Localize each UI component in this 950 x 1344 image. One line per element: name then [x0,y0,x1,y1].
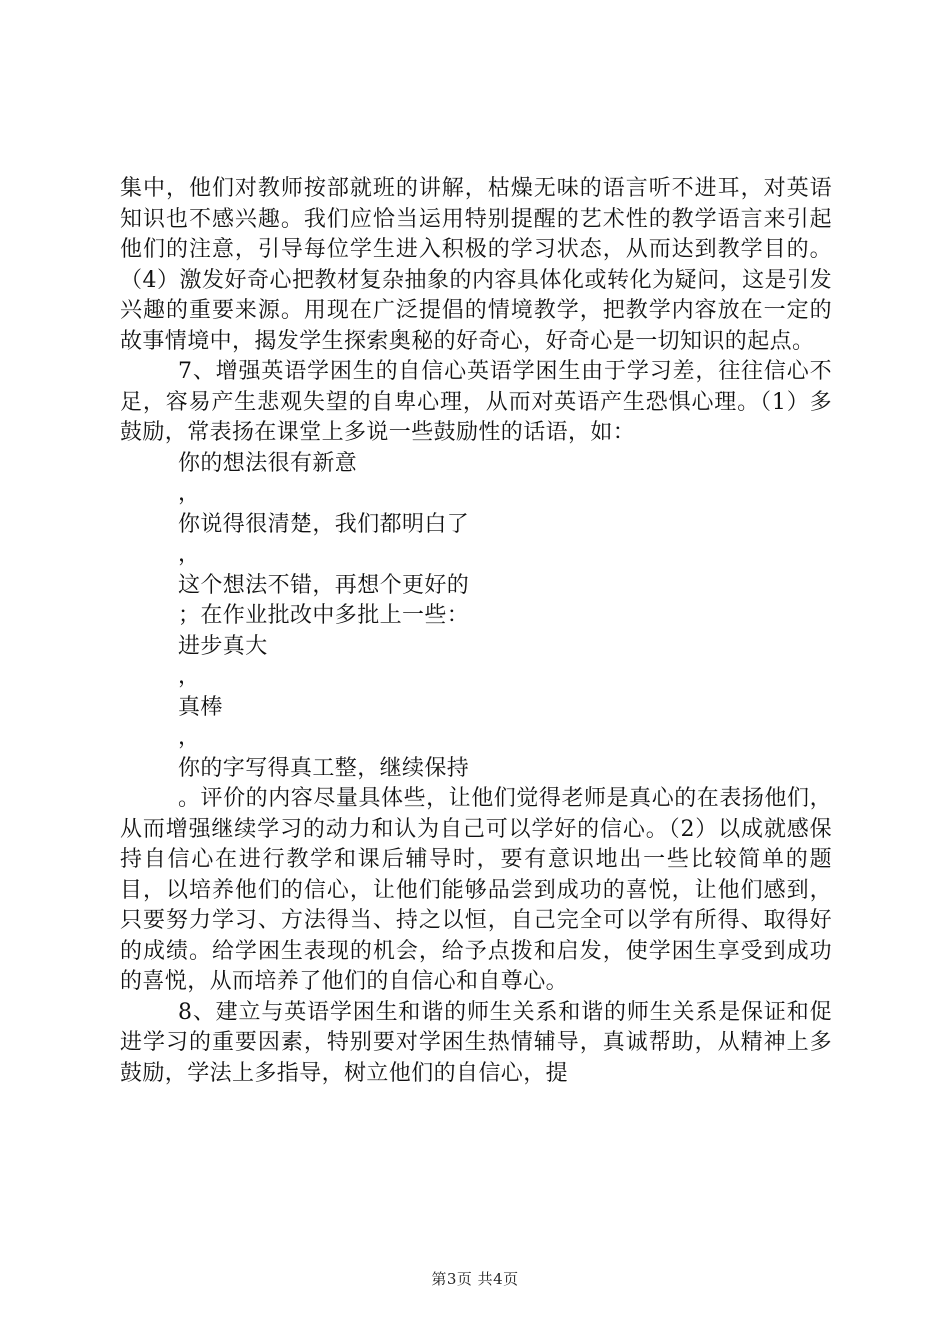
praise-line-2: 你说得很清楚，我们都明白了 [178,511,470,537]
praise-separator-1: ， [178,481,201,506]
praise-separator-2: ， [178,542,201,567]
praise-line-3: 这个想法不错，再想个更好的 [178,572,470,598]
page-number-footer: 第3页 共4页 [431,1270,519,1288]
page-body [120,174,832,1089]
paragraph-evaluation: 。评价的内容尽量具体些，让他们觉得老师是真心的在表扬他们，从而增强继续学习的动力和认为自己可以学好的信心。（2）以成就感保持自信心在进行教学和课后辅导时，要有意识地出一些比较简单的题目，以培养他们的信心，让他们能够品尝到成功的喜悦，让他们感到，只要努力学习、方法得当、持之以恒，自己完全可以学有所得、取得好的成绩。给学困生表现的机会，给予点拨和启发，使学困生享受到成功的喜悦，从而培养了他们的自信心和自尊心。 [120,786,832,994]
praise-line-6: 你的字写得真工整，继续保持 [178,755,470,781]
praise-line-1: 你的想法很有新意 [178,450,358,476]
praise-intro-line: ；在作业批改中多批上一些： [178,603,470,628]
paragraph-continuation: 集中，他们对教师按部就班的讲解，枯燥无味的语言听不进耳，对英语知识也不感兴趣。我们应恰当运用特别提醒的艺术性的教学语言来引起他们的注意，引导每位学生进入积极的学习状态，从而达到教学目的。（4）激发好奇心把教材复杂抽象的内容具体化或转化为疑问，这是引发兴趣的重要来源。用现在广泛提倡的情境教学，把教学内容放在一定的故事情境中，揭发学生探索奥秘的好奇心，好奇心是一切知识的起点。 [120,176,832,354]
praise-line-5: 真棒 [178,694,223,720]
praise-separator-4: ， [178,725,201,750]
paragraph-item-8: 8、建立与英语学困生和谐的师生关系和谐的师生关系是保证和促进学习的重要因素，特别要对学困生热情辅导，真诚帮助，从精神上多鼓励，学法上多指导，树立他们的自信心，提 [120,999,832,1086]
paragraph-item-7: 7、增强英语学困生的自信心英语学困生由于学习差，往往信心不足，容易产生悲观失望的自卑心理，从而对英语产生恐惧心理。（1）多鼓励，常表扬在课堂上多说一些鼓励性的话语，如： [120,359,832,445]
praise-separator-3: ， [178,664,201,689]
praise-line-4: 进步真大 [178,633,268,659]
